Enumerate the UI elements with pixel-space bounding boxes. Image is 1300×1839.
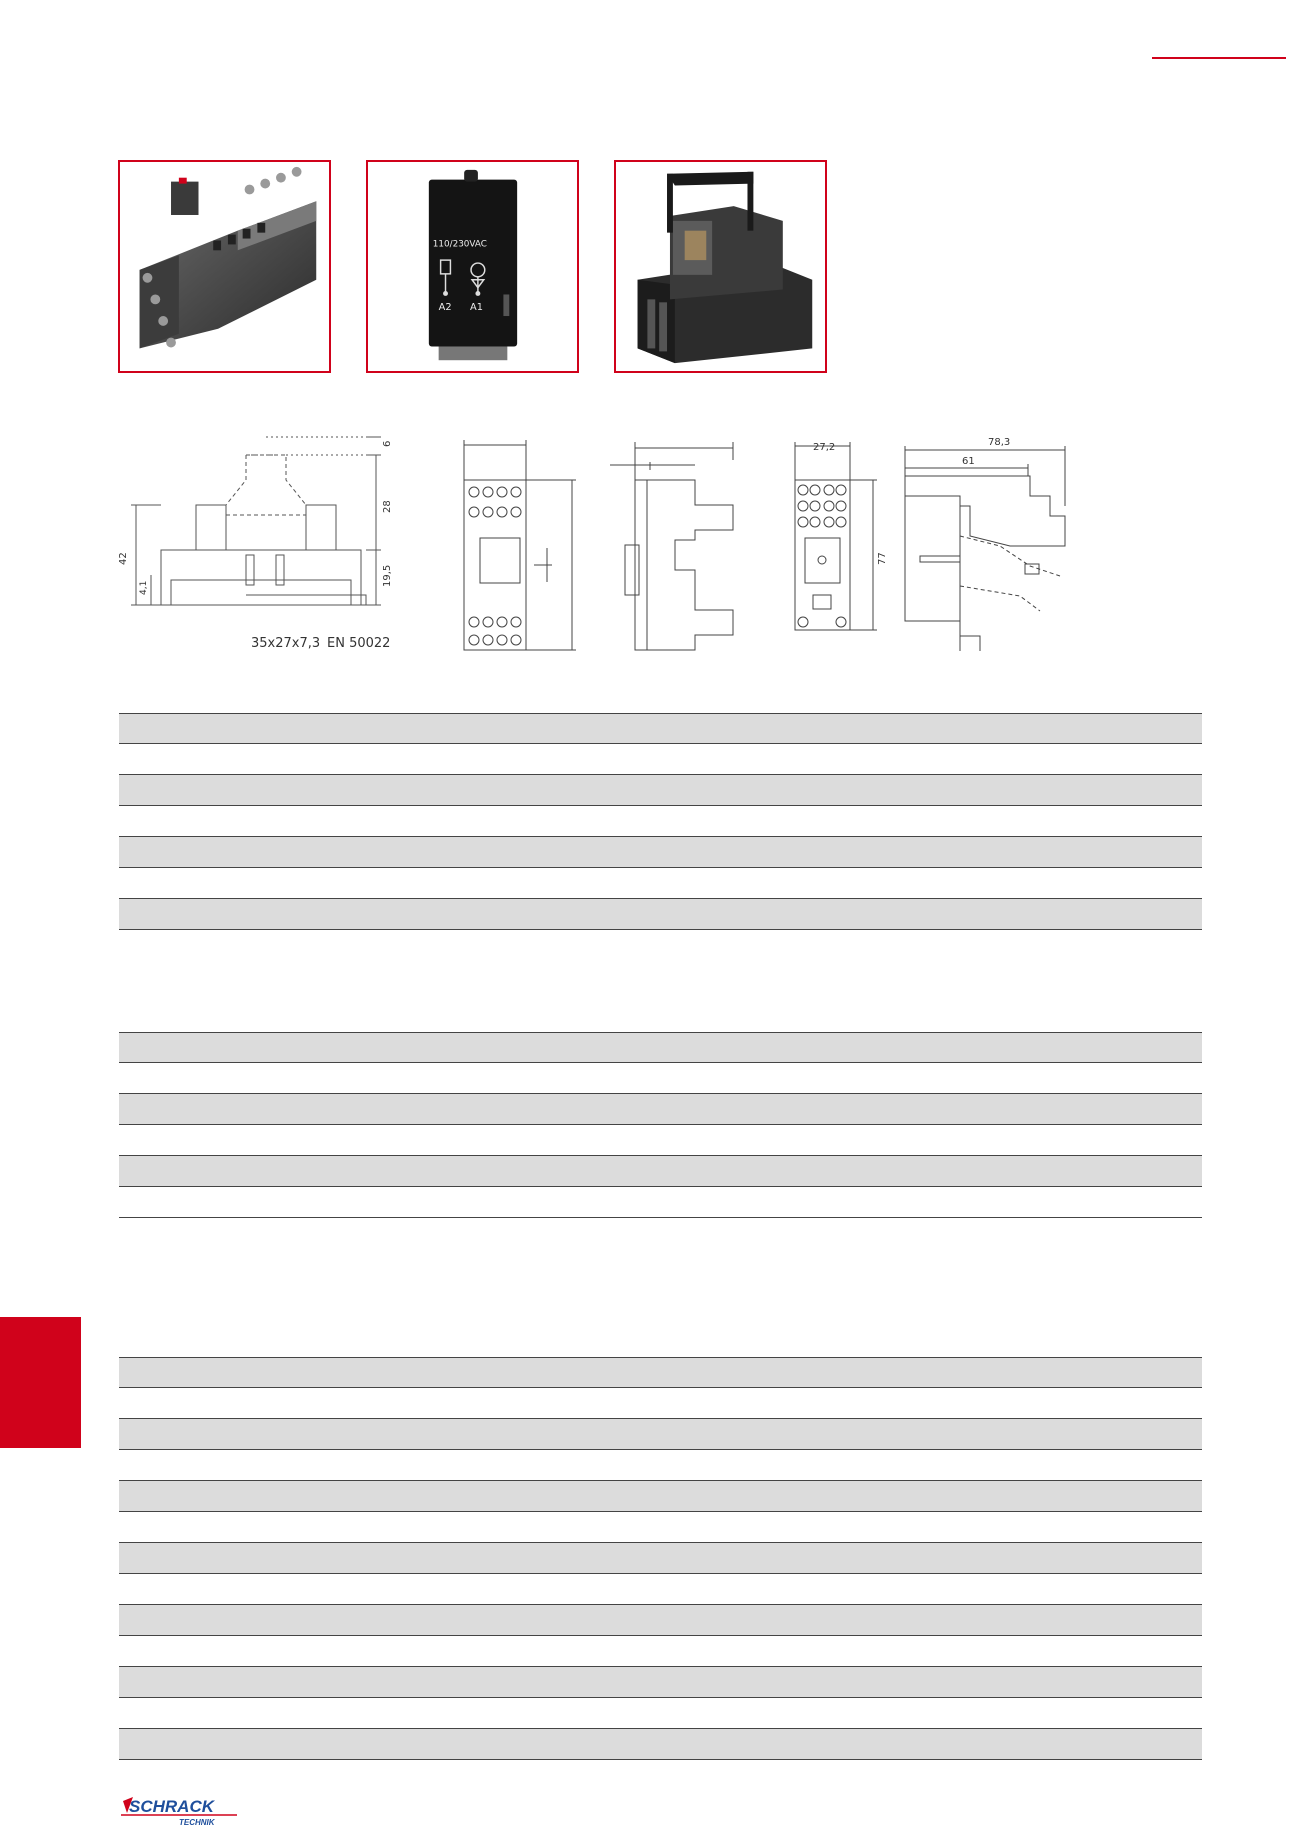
table-row	[119, 1187, 1202, 1218]
module-photo	[366, 160, 579, 373]
dim-height: 77	[877, 552, 888, 565]
table-row	[119, 1636, 1202, 1667]
socket-illustration	[120, 162, 329, 371]
schrack-logo	[119, 1795, 239, 1836]
logo-subtext: TECHNIK	[179, 1818, 215, 1827]
dim-depth-total: 78,3	[988, 437, 1011, 448]
dim-right-upper: 28	[382, 500, 393, 513]
header-accent-rule	[1152, 57, 1286, 59]
relay-socket-illustration	[616, 162, 825, 371]
table-row	[119, 1388, 1202, 1419]
spec-table-3	[119, 1357, 1202, 1760]
spec-table-1	[119, 713, 1202, 930]
table-row	[119, 868, 1202, 899]
table-row	[119, 1357, 1202, 1388]
table-row	[119, 1574, 1202, 1605]
table-row	[119, 1450, 1202, 1481]
table-row	[119, 1125, 1202, 1156]
table-row	[119, 1063, 1202, 1094]
chapter-tab	[0, 1317, 81, 1448]
table-row	[119, 1032, 1202, 1063]
table-row	[119, 1094, 1202, 1125]
dim-left-small: 4,1	[139, 580, 149, 595]
table-row	[119, 1481, 1202, 1512]
dim-depth: 61	[962, 456, 975, 467]
table-row	[119, 713, 1202, 744]
module-illustration	[368, 162, 577, 371]
table-row	[119, 1419, 1202, 1450]
table-row	[119, 1729, 1202, 1760]
table-row	[119, 1698, 1202, 1729]
table-row	[119, 806, 1202, 837]
socket-photo	[118, 160, 331, 373]
rail-size-label: 35x27x7,3	[251, 636, 321, 651]
wide-socket-side-drawing	[900, 436, 1070, 656]
table-row	[119, 1156, 1202, 1187]
rail-standard-label: EN 50022	[327, 636, 391, 651]
socket-front-drawing	[452, 440, 582, 655]
module-pin-a2: A2	[438, 302, 452, 314]
table-row	[119, 899, 1202, 930]
table-row	[119, 1543, 1202, 1574]
side-view-drawing	[116, 425, 416, 660]
dim-right-lower: 19,5	[382, 564, 393, 587]
logo-text: SCHRACK	[129, 1797, 214, 1816]
table-row	[119, 744, 1202, 775]
spec-table-2	[119, 1032, 1202, 1218]
dim-left: 42	[118, 552, 129, 565]
table-row	[119, 1512, 1202, 1543]
socket-side-drawing	[605, 440, 735, 655]
module-voltage-text: 110/230VAC	[432, 239, 487, 250]
dim-width: 27,2	[813, 442, 836, 453]
dim-top: 6	[382, 440, 393, 447]
table-row	[119, 775, 1202, 806]
table-row	[119, 1605, 1202, 1636]
relay-socket-photo	[614, 160, 827, 373]
wide-socket-front-drawing	[785, 440, 890, 655]
module-pin-a1: A1	[470, 302, 483, 314]
table-row	[119, 837, 1202, 868]
table-row	[119, 1667, 1202, 1698]
